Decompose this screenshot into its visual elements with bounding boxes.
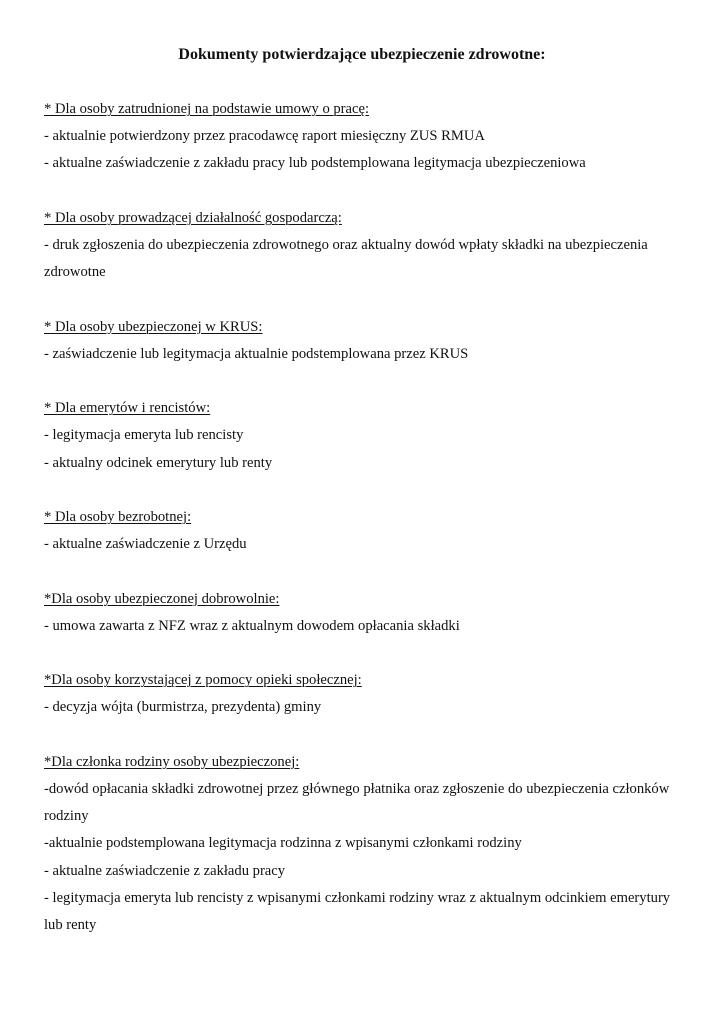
list-item: - decyzja wójta (burmistrza, prezydenta) gminy bbox=[44, 699, 322, 716]
document-body bbox=[44, 96, 684, 966]
list-item: - legitymacja emeryta lub rencisty z wpisanymi członkami rodziny wraz z aktualnym odcinkiem emerytury lub renty bbox=[44, 889, 671, 933]
section-heading bbox=[44, 749, 684, 776]
section-heading-text: * Dla osoby prowadzącej działalność gospodarczą: bbox=[44, 209, 342, 226]
list-item: - aktualnie potwierdzony przez pracodawcę raport miesięczny ZUS RMUA bbox=[44, 128, 485, 145]
list-item: - aktualne zaświadczenie z zakładu pracy bbox=[44, 862, 286, 879]
section-heading bbox=[44, 314, 684, 341]
list-item: - zaświadczenie lub legitymacja aktualnie podstemplowana przez KRUS bbox=[44, 345, 469, 362]
section-heading bbox=[44, 96, 684, 123]
section-heading-text: *Dla osoby ubezpieczonej dobrowolnie: bbox=[44, 590, 280, 607]
section-heading-text: *Dla osoby korzystającej z pomocy opieki społecznej: bbox=[44, 672, 362, 689]
list-item: -aktualnie podstemplowana legitymacja rodzinna z wpisanymi członkami rodziny bbox=[44, 835, 522, 852]
section-heading bbox=[44, 395, 684, 422]
section-heading-text: *Dla członka rodziny osoby ubezpieczonej: bbox=[44, 753, 300, 770]
section-business bbox=[44, 205, 684, 287]
section-pensioners bbox=[44, 395, 684, 477]
list-item: - aktualne zaświadczenie z zakładu pracy lub podstemplowana legitymacja ubezpieczeniowa bbox=[44, 155, 586, 172]
section-heading bbox=[44, 205, 684, 232]
section-heading-text: * Dla osoby bezrobotnej: bbox=[44, 508, 192, 525]
list-item: - aktualny odcinek emerytury lub renty bbox=[44, 454, 273, 471]
section-heading bbox=[44, 504, 684, 531]
section-employed bbox=[44, 96, 684, 178]
section-heading-text: * Dla osoby zatrudnionej na podstawie umowy o pracę: bbox=[44, 101, 370, 117]
list-item: - aktualne zaświadczenie z Urzędu bbox=[44, 536, 247, 553]
section-heading bbox=[44, 586, 684, 613]
list-item: - druk zgłoszenia do ubezpieczenia zdrowotnego oraz aktualny dowód wpłaty składki na ubezpieczenia zdrowotne bbox=[44, 237, 648, 281]
section-social-assistance bbox=[44, 667, 684, 721]
section-krus bbox=[44, 314, 684, 368]
list-item: - umowa zawarta z NFZ wraz z aktualnym dowodem opłacania składki bbox=[44, 617, 460, 634]
section-voluntary bbox=[44, 586, 684, 640]
list-item: -dowód opłacania składki zdrowotnej przez głównego płatnika oraz zgłoszenie do ubezpieczenia członków rodziny bbox=[44, 780, 670, 825]
section-heading bbox=[44, 667, 684, 694]
section-heading-text: * Dla emerytów i rencistów: bbox=[44, 400, 211, 417]
section-family-member bbox=[44, 749, 684, 939]
section-heading-text: * Dla osoby ubezpieczonej w KRUS: bbox=[44, 318, 263, 335]
document-title: Dokumenty potwierdzające ubezpieczenie zdrowotne: bbox=[178, 46, 546, 63]
section-unemployed bbox=[44, 504, 684, 558]
list-item: - legitymacja emeryta lub rencisty bbox=[44, 427, 244, 444]
